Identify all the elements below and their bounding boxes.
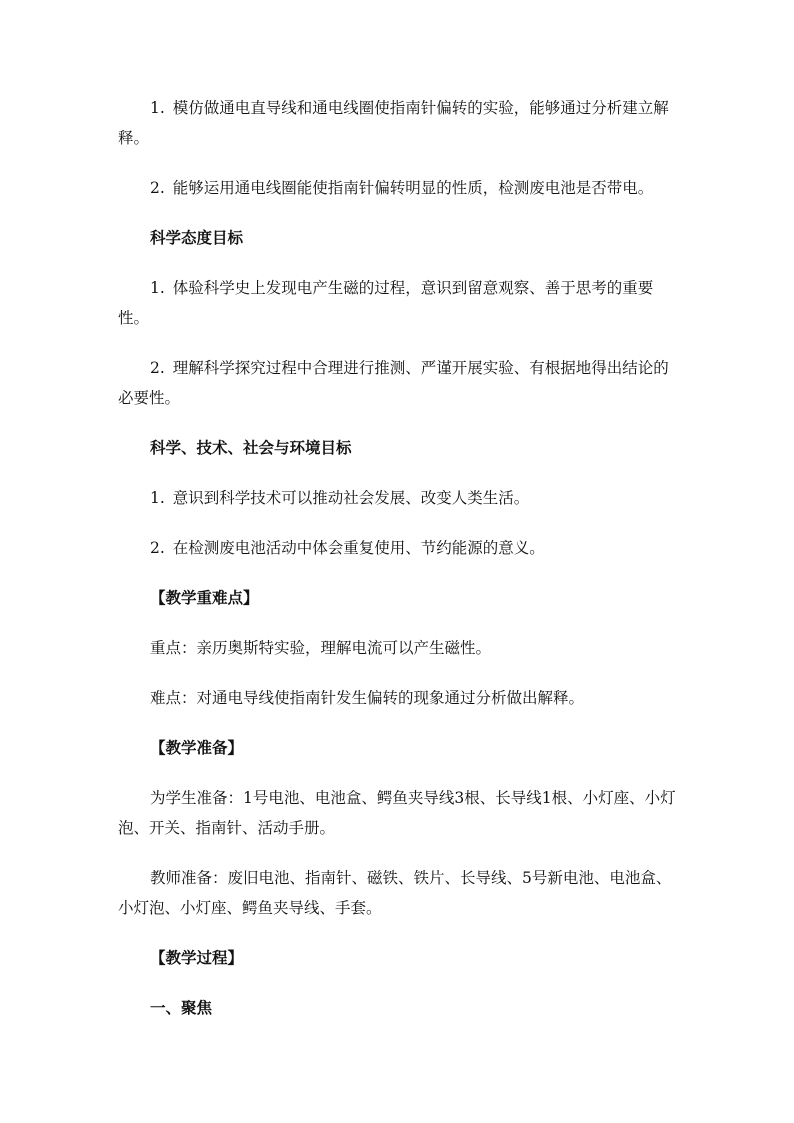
item-number: 1. <box>150 99 165 117</box>
key-point: 重点：亲历奥斯特实验，理解电流可以产生磁性。 <box>150 639 492 657</box>
skill-goal-1 <box>118 93 678 153</box>
paragraph-text: 意识到科学技术可以推动社会发展、改变人类生活。 <box>172 489 530 507</box>
paragraph-text: 体验科学史上发现电产生磁的过程，意识到留意观察、善于思考的重要性。 <box>118 279 654 327</box>
item-number: 1. <box>150 489 165 507</box>
heading-focus: 一、聚焦 <box>150 998 213 1017</box>
heading-key-difficult-points: 【教学重难点】 <box>150 588 259 607</box>
difficult-point: 难点：对通电导线使指南针发生偏转的现象通过分析做出解释。 <box>150 689 585 707</box>
stse-goal-1 <box>118 483 678 513</box>
paragraph-text: 模仿做通电直导线和通电线圈使指南针偏转的实验，能够通过分析建立解释。 <box>118 99 669 147</box>
teacher-preparation: 教师准备：废旧电池、指南针、磁铁、铁片、长导线、5号新电池、电池盒、小灯泡、小灯座、鳄鱼夹导线、手套。 <box>118 869 672 917</box>
paragraph-text: 理解科学探究过程中合理进行推测、严谨开展实验、有根据地得出结论的必要性。 <box>118 359 669 407</box>
item-number: 2. <box>150 539 165 557</box>
heading-stse: 科学、技术、社会与环境目标 <box>150 438 352 457</box>
paragraph-text: 在检测废电池活动中体会重复使用、节约能源的意义。 <box>172 539 545 557</box>
heading-teaching-process: 【教学过程】 <box>150 948 244 967</box>
attitude-goal-2 <box>118 353 678 413</box>
item-number: 1. <box>150 279 165 297</box>
stse-goal-2 <box>118 533 678 563</box>
skill-goal-2 <box>118 173 678 203</box>
item-number: 2. <box>150 179 165 197</box>
student-preparation: 为学生准备：1号电池、电池盒、鳄鱼夹导线3根、长导线1根、小灯座、小灯泡、开关、指南针、活动手册。 <box>118 789 676 837</box>
heading-science-attitude: 科学态度目标 <box>150 228 244 247</box>
item-number: 2. <box>150 359 165 377</box>
heading-teaching-preparation: 【教学准备】 <box>150 738 244 757</box>
paragraph-text: 能够运用通电线圈能使指南针偏转明显的性质，检测废电池是否带电。 <box>172 179 654 197</box>
attitude-goal-1 <box>118 273 678 333</box>
